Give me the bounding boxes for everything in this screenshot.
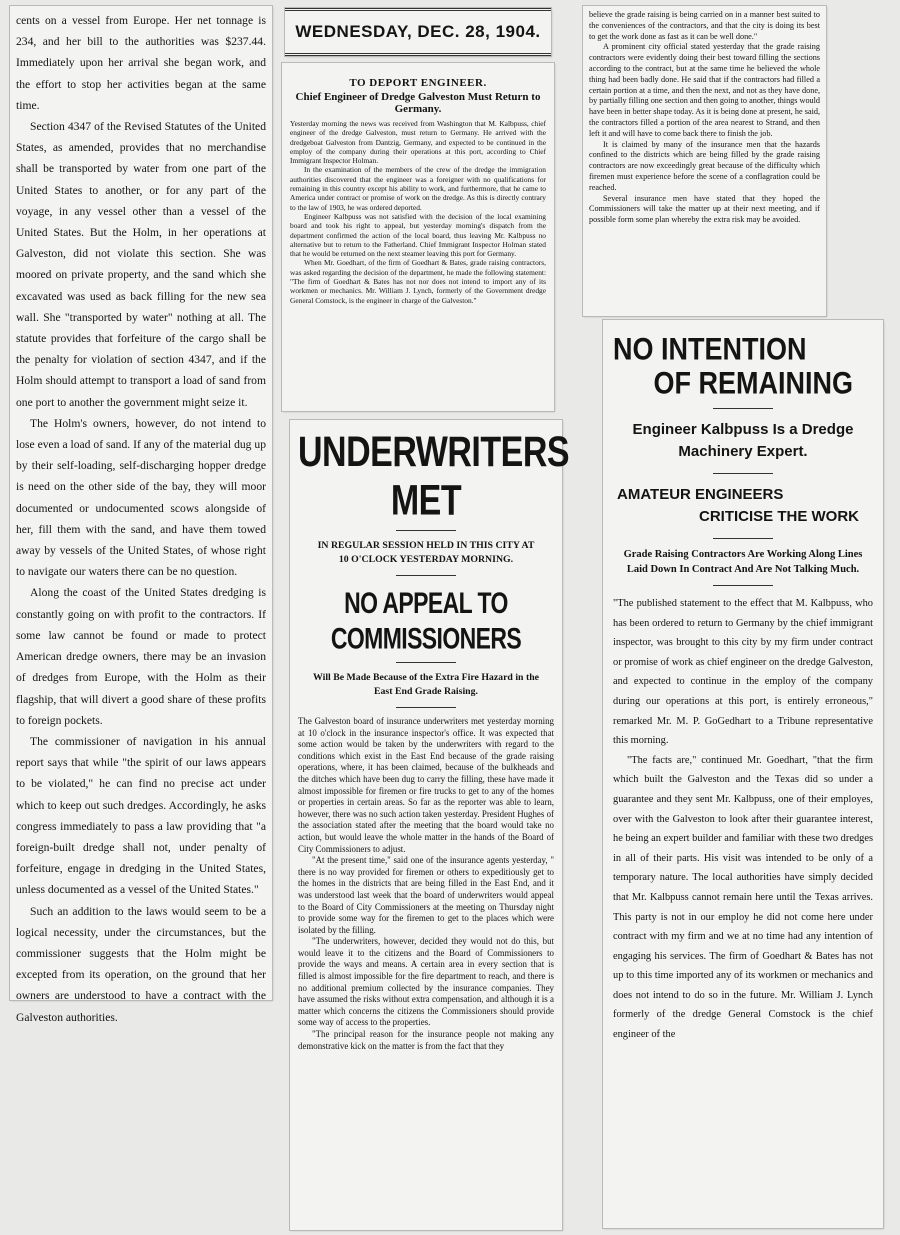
paragraph: Section 4347 of the Revised Statutes of the United States, as amended, provides that no merchandise shall be transported by water from one part of the United States to another, or for any part of the voyage, in any vessel other than a vessel of the United States. But the Holm, in her operations at Galveston, did not violate this section. She was moored on private property, and the sand which she excavated was used as back filling for the new sea wall. She "transported by water" nothing at all. The statute provides that forfeiture of the cargo shall be the penalty for violation of section 4347, and if the Holm should attempt to transport a load of sand from one port to another the government might seize it.	[16, 120, 266, 409]
paragraph: When Mr. Goedhart, of the firm of Goedhart & Bates, grade raising contractors, was asked regarding the decision of the department, he made the following statement: "The firm of Goedhart & Bates has not nor does not intend to import any of its workmen or mechanics. Mr. William J. Lynch, formerly of the Government dredge General Comstock, is the engineer in charge of the Galveston."	[290, 258, 546, 305]
divider	[713, 538, 773, 539]
holm-article-clipping	[10, 6, 272, 1024]
paragraph: Engineer Kalbpuss was not satisfied with the decision of the local examining board and took his right to appeal, but yesterday morning's dispatch from the department confirmed the action of the local board, thus leaving Mr. Kalbpuss no alternative but to return to the Fatherland. Chief Immigrant Inspector Holman stated that he would be returned on the next steamer leaving this port for Germany.	[290, 211, 546, 259]
paragraph: Such an addition to the laws would seem to be a logical necessity, under the circumstances, but the commissioner suggests that the Holm might be excepted from its operation, on the ground that her owners are understood to have a contract with the Galveston authorities.	[16, 904, 266, 1024]
article-deck: Grade Raising Contractors Are Working Along Lines Laid Down In Contract And Are Not Talking Much.	[623, 549, 863, 575]
paragraph: A prominent city official stated yesterday that the grade raising contractors were evidently doing their best toward filling the sections according to the contract, but at the same time he believed the whole thing had been badly done. He said that if the contractors had filled a certain portion at a time, and then the next, and not as they have done, by partially filling one section and then going to another, things would have been in better shape today. As it is being done at present, he said, the contractors filled a portion of the area nearest to Strand, and then left it and will have to come back there to finish the job.	[589, 42, 820, 138]
article-deck	[617, 484, 869, 528]
divider	[713, 408, 773, 409]
divider	[396, 575, 456, 576]
paragraph: Along the coast of the United States dredging is constantly going on with profit to the contractors. If some law cannot be found or made to protect American dredge owners, there may be an invasion of dredges from Europe, with the Holm as their flagship, that will divert a good share of these profits to foreign pockets.	[16, 586, 266, 727]
paragraph: "The facts are," continued Mr. Goedhart, "that the firm which built the Galveston and the Texas did so under a guarantee and they sent Mr. Kalbpuss, one of their employes, over with the Galveston to look after their guarantee interest, he being an expert builder and familiar with these two dredges in all of their parts. His visit was intended to be only of a temporary nature. The local authorities have simply decided that Mr. Kalbpuss cannot remain here until the Texas arrives. This party is not in our employ he did not come here under contract with my firm and we at no time had any intention of engaging his services. The firm of Goedhart & Bates has not up to this time imported any of its workmen or mechanics and does not intend to do so in the future. Mr. William J. Lynch formerly of the dredge General Comstock is the chief engineer of the	[613, 754, 873, 1041]
article-headline-secondary: NO APPEAL TO COMMISSIONERS	[330, 585, 522, 655]
paragraph: It is claimed by many of the insurance men that the hazards confined to the districts which are being filled by the grade raising contractors are now exceedingly great because of the difficulty which firemen must experience before the scene of a conflagration could be reached.	[589, 139, 820, 192]
divider	[396, 707, 456, 708]
paragraph: cents on a vessel from Europe. Her net tonnage is 234, and her bill to the authorities was $237.44. Immediately upon her arrival she began work, and the effort to stop her activities began at the same time.	[16, 14, 266, 112]
paragraph: believe the grade raising is being carried on in a manner best suited to the conveniences of the contractors, and that the city is doing its best to get the work done as fast as it can be well done."	[589, 10, 820, 41]
article-headline: NO INTENTION	[613, 331, 807, 367]
grade-raising-clipping	[583, 6, 826, 316]
underwriters-article-clipping	[290, 420, 570, 1230]
article-deck: Will Be Made Because of the Extra Fire Hazard in the East End Grade Raising.	[312, 672, 540, 697]
paragraph: Several insurance men have stated that they hoped the Commissioners will take the matter up at their next meeting, and if possible form some plan whereby the extra risk may be avoided.	[589, 193, 820, 225]
article-headline: UNDERWRITERS MET	[298, 428, 570, 525]
divider	[396, 662, 456, 663]
divider	[713, 473, 773, 474]
paragraph: "The underwriters, however, decided they would not do this, but would leave it to the citizens and the Board of Commissioners to provide the ways and means. A certain area in every section that is filled is almost impossible for the fire department to reach, and there is no additional premium collected by the insurance companies. They have assumed the risks without extra compensation, and although it is a matter which concerns the citizens the Commissioners should provide some way of access to the properties.	[298, 936, 554, 1028]
paragraph: The commissioner of navigation in his annual report says that while "the spirit of our laws appears to be violated," he can find no precise act under which to keep out such dredges. Accordingly, he asks congress immediately to pass a law providing that "a foreign-built dredge shall not, under penalty of forfeiture, engage in dredging in the United States, unless documented as a vessel of the United States."	[16, 734, 266, 897]
paragraph: Yesterday morning the news was received from Washington that M. Kalbpuss, chief engineer of the dredge Galveston, must return to Germany. He arrived with the dredgeboat Galveston from Dantzig, Germany, and expected to be continued in the employ of the company during their operations at this port, according to Chief Immigrant Inspector Holman.	[290, 119, 546, 166]
deport-article-clipping	[282, 63, 554, 411]
article-subhead: Chief Engineer of Dredge Galveston Must Return to Germany.	[295, 91, 541, 115]
article-deck: IN REGULAR SESSION HELD IN THIS CITY AT 10 O'CLOCK YESTERDAY MORNING.	[317, 540, 535, 565]
paragraph: "The principal reason for the insurance people not making any demonstrative kick on the matter is from the fact that they	[298, 1029, 554, 1051]
deck-line: AMATEUR ENGINEERS	[617, 486, 784, 503]
masthead-date: WEDNESDAY, DEC. 28, 1904.	[295, 22, 541, 41]
article-headline: TO DEPORT ENGINEER.	[349, 77, 487, 89]
paragraph: "At the present time," said one of the insurance agents yesterday, " there is no way provided for firemen or others to expeditiously get to the homes in the districts that are being filled in the East End, and it was understood last week that the board of underwriters would appeal to the Board of City Commissioners at the meeting on Thursday night to provide some way for the firemen to get to the places which were isolated by the filling.	[298, 855, 554, 935]
paragraph: "The published statement to the effect that M. Kalbpuss, who has been ordered to return to Germany by the chief immigrant inspector, was brought to this city by my firm under contract or promise of work as chief engineer on the dredge Galveston, and expected to continue in the employ of the company during our operations at this port, is entirely erroneous," remarked Mr. M. P. GoGedhart to a Tribune representative this morning.	[613, 598, 873, 747]
deck-line: CRITICISE THE WORK	[699, 508, 859, 525]
remaining-article-clipping	[603, 320, 883, 1228]
article-deck: Engineer Kalbpuss Is a Dredge Machinery Expert.	[632, 421, 854, 460]
article-headline: OF REMAINING	[653, 365, 853, 401]
paragraph: The Holm's owners, however, do not intend to lose even a load of sand. If any of the material dug up by their self-loading, self-discharging hopper dredge is need on the other side of the bay, they will moor documented or undocumented scows alongside of her, fill them with the sand, and have them towed away by vessels of the United States, of whose right to navigate our waters there can be no question.	[16, 416, 266, 579]
divider	[713, 585, 773, 586]
date-banner	[285, 8, 551, 56]
paragraph: The Galveston board of insurance underwriters met yesterday morning at 10 o'clock in the insurance inspector's office. It was expected that some action would be taken by the underwriters with regard to the conditions which exist in the East End because of the grade raising operations, where, it has been claimed, because of the bulkheads and the ditches which have been dug to carry the filling, these have made it almost impossible for firemen or fire trucks to get to any of the homes or properties in certain areas. So far as the reporter was able to learn, however, there was no such action taken yesterday. President Hughes of the association stated after the meeting that the board would take no action, but would leave the whole matter in the hands of the Board of City Commissioners to adjust.	[298, 716, 554, 854]
paragraph: In the examination of the members of the crew of the dredge the immigration authorities discovered that the engineer was a foreigner with no qualifications for remaining in this country except his ability to work, and furthermore, that he came to America under contract or promise of work on the dredge. As this is directly contrary to the law of 1903, he was ordered deported.	[290, 165, 546, 212]
divider	[396, 530, 456, 531]
